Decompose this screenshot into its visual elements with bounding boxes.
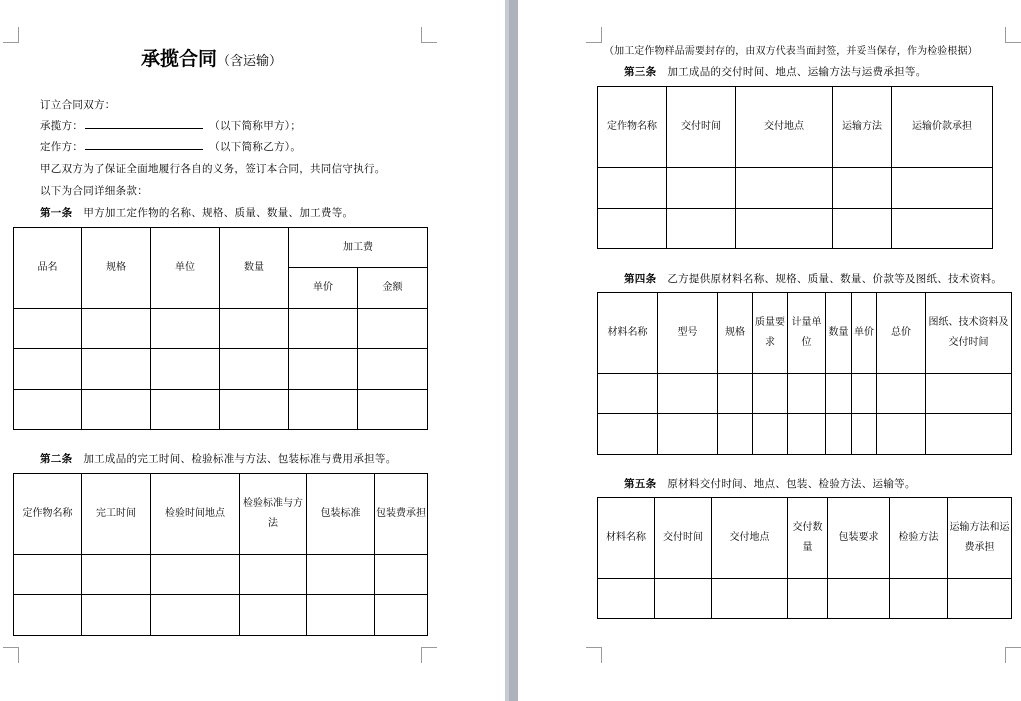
table-row (14, 309, 428, 349)
table-cell[interactable] (658, 374, 718, 414)
table-cell[interactable] (14, 349, 82, 390)
table-cell[interactable] (307, 555, 375, 595)
table-cell[interactable] (655, 579, 712, 619)
margin-corner-mark (586, 647, 602, 663)
margin-corner-mark (3, 27, 19, 43)
article-1-heading (40, 205, 353, 220)
table-header-cell: 运输价款承担 (892, 87, 993, 168)
table-cell[interactable] (14, 595, 82, 636)
table-cell[interactable] (788, 579, 828, 619)
table-cell[interactable] (718, 374, 753, 414)
table-cell[interactable] (926, 374, 1012, 414)
customer-line (40, 139, 301, 154)
table-row (14, 595, 428, 636)
preamble-text: 甲乙双方为了保证全面地履行各自的义务，签订本合同，共同信守执行。 (40, 163, 386, 175)
table-cell[interactable] (14, 390, 82, 430)
table-header-cell: 包装费承担 (375, 474, 428, 555)
customer-note: （以下简称乙方）。 (209, 141, 302, 153)
table-cell[interactable] (82, 309, 151, 349)
contract-title (141, 44, 282, 71)
article-5-table (597, 497, 1012, 619)
title-subtitle: （含运输） (217, 54, 283, 69)
table-header-cell: 交付时间 (655, 498, 712, 579)
table-cell[interactable] (307, 595, 375, 636)
table-header-cell: 检验时间地点 (151, 474, 240, 555)
table-cell[interactable] (82, 595, 151, 636)
table-cell[interactable] (753, 374, 788, 414)
table-cell[interactable] (375, 555, 428, 595)
table-cell[interactable] (240, 595, 307, 636)
table-cell[interactable] (82, 349, 151, 390)
table-cell[interactable] (736, 168, 833, 209)
article-4-label: 第四条 (624, 273, 657, 285)
table-cell[interactable] (289, 309, 358, 349)
article-4-table (597, 292, 1012, 455)
document-page-left (0, 0, 505, 701)
table-header-cell: 单价 (289, 268, 358, 309)
table-cell[interactable] (826, 374, 852, 414)
table-cell[interactable] (151, 349, 220, 390)
table-header-cell: 计量单位 (788, 293, 826, 374)
table-cell[interactable] (833, 209, 892, 249)
table-cell[interactable] (948, 579, 1012, 619)
table-header-cell: 运输方法和运费承担 (948, 498, 1012, 579)
table-cell[interactable] (358, 349, 428, 390)
table-cell[interactable] (828, 579, 890, 619)
table-cell[interactable] (151, 595, 240, 636)
table-cell[interactable] (598, 579, 655, 619)
table-cell[interactable] (667, 209, 736, 249)
table-header-cell: 品名 (14, 228, 82, 309)
table-header-cell: 单位 (151, 228, 220, 309)
table-cell[interactable] (358, 309, 428, 349)
table-header-cell: 材料名称 (598, 498, 655, 579)
margin-corner-mark (1005, 27, 1021, 43)
table-cell[interactable] (82, 390, 151, 430)
table-cell[interactable] (14, 555, 82, 595)
table-header-cell: 材料名称 (598, 293, 658, 374)
margin-corner-mark (3, 647, 19, 663)
table-header-cell: 数量 (826, 293, 852, 374)
table-row (598, 414, 1012, 455)
customer-label: 定作方： (40, 141, 84, 153)
article-1-text: 甲方加工定作物的名称、规格、质量、数量、加工费等。 (83, 207, 354, 219)
table-header-cell: 定作物名称 (598, 87, 667, 168)
contractor-name-blank[interactable] (85, 118, 203, 129)
table-cell[interactable] (598, 414, 658, 455)
table-cell[interactable] (289, 349, 358, 390)
table-row (14, 390, 428, 430)
title-main: 承揽合同 (141, 48, 218, 70)
table-header-cell: 交付时间 (667, 87, 736, 168)
margin-corner-mark (421, 27, 437, 43)
article-5-heading (624, 476, 916, 491)
table-cell[interactable] (753, 414, 788, 455)
article-2-label: 第二条 (40, 453, 73, 465)
article-1-label: 第一条 (40, 207, 73, 219)
table-cell[interactable] (220, 390, 289, 430)
table-cell[interactable] (358, 390, 428, 430)
table-header-cell: 包装要求 (828, 498, 890, 579)
table-header-cell: 包装标准 (307, 474, 375, 555)
table-cell[interactable] (667, 168, 736, 209)
table-cell[interactable] (852, 374, 877, 414)
article-4-heading (624, 271, 1002, 286)
table-cell[interactable] (788, 374, 826, 414)
article-1-table (13, 227, 428, 430)
table-row (598, 168, 993, 209)
table-cell[interactable] (877, 374, 926, 414)
table-row (14, 555, 428, 595)
table-header-cell: 完工时间 (82, 474, 151, 555)
article-3-heading (624, 64, 927, 79)
clauses-intro: 以下为合同详细条款： (40, 185, 148, 197)
table-cell[interactable] (151, 390, 220, 430)
table-cell[interactable] (598, 374, 658, 414)
table-row (598, 579, 1012, 619)
table-cell[interactable] (598, 168, 667, 209)
table-cell[interactable] (712, 579, 788, 619)
table-header-cell: 加工费 (289, 228, 428, 268)
table-header-cell: 质量要求 (753, 293, 788, 374)
table-cell[interactable] (736, 209, 833, 249)
page-gap-separator (505, 0, 518, 701)
table-cell[interactable] (826, 414, 852, 455)
table-header-cell: 运输方法 (833, 87, 892, 168)
table-cell[interactable] (220, 309, 289, 349)
table-header-cell: 交付地点 (712, 498, 788, 579)
table-header-cell: 检验方法 (890, 498, 948, 579)
article-5-label: 第五条 (624, 478, 657, 490)
table-header-cell: 型号 (658, 293, 718, 374)
table-row (598, 209, 993, 249)
table-cell[interactable] (892, 209, 993, 249)
table-header-cell: 交付数量 (788, 498, 828, 579)
table-cell[interactable] (220, 349, 289, 390)
article-2-heading (40, 451, 397, 466)
table-cell[interactable] (289, 390, 358, 430)
article-4-text: 乙方提供原材料名称、规格、质量、数量、价款等及图纸、技术资料。 (667, 273, 1003, 285)
document-page-right (518, 0, 1021, 701)
table-header-cell: 规格 (718, 293, 753, 374)
table-cell[interactable] (240, 555, 307, 595)
contractor-label: 承揽方： (40, 120, 84, 132)
table-cell[interactable] (926, 414, 1012, 455)
table-cell[interactable] (833, 168, 892, 209)
table-header-cell: 图纸、技术资料及交付时间 (926, 293, 1012, 374)
article-3-table (597, 86, 993, 249)
margin-corner-mark (586, 27, 602, 43)
margin-corner-mark (1005, 647, 1021, 663)
sample-sealing-note: （加工定作物样品需要封存的，由双方代表当面封签，并妥当保存，作为检验根据） (604, 46, 978, 57)
table-header-cell: 检验标准与方法 (240, 474, 307, 555)
table-header-cell: 规格 (82, 228, 151, 309)
table-cell[interactable] (718, 414, 753, 455)
table-header-cell: 数量 (220, 228, 289, 309)
table-cell[interactable] (788, 414, 826, 455)
table-cell[interactable] (892, 168, 993, 209)
table-cell[interactable] (151, 309, 220, 349)
parties-intro: 订立合同双方： (40, 99, 116, 111)
contractor-note: （以下简称甲方）； (209, 120, 302, 132)
article-2-text: 加工成品的完工时间、检验标准与方法、包装标准与费用承担等。 (83, 453, 397, 465)
table-header-cell: 交付地点 (736, 87, 833, 168)
table-cell[interactable] (852, 414, 877, 455)
article-5-text: 原材料交付时间、地点、包装、检验方法、运输等。 (667, 478, 916, 490)
article-3-label: 第三条 (624, 66, 657, 78)
table-cell[interactable] (890, 579, 948, 619)
margin-corner-mark (421, 647, 437, 663)
table-cell[interactable] (151, 555, 240, 595)
table-cell[interactable] (658, 414, 718, 455)
table-cell[interactable] (375, 595, 428, 636)
table-header-cell: 总价 (877, 293, 926, 374)
table-cell[interactable] (82, 555, 151, 595)
table-cell[interactable] (877, 414, 926, 455)
table-header-cell: 定作物名称 (14, 474, 82, 555)
article-3-text: 加工成品的交付时间、地点、运输方法与运费承担等。 (667, 66, 927, 78)
contractor-line (40, 118, 301, 133)
table-cell[interactable] (14, 309, 82, 349)
customer-name-blank[interactable] (85, 139, 203, 150)
table-row (598, 374, 1012, 414)
article-2-table (13, 473, 428, 636)
table-header-cell: 单价 (852, 293, 877, 374)
table-header-cell: 金额 (358, 268, 428, 309)
table-cell[interactable] (598, 209, 667, 249)
table-row (14, 349, 428, 390)
